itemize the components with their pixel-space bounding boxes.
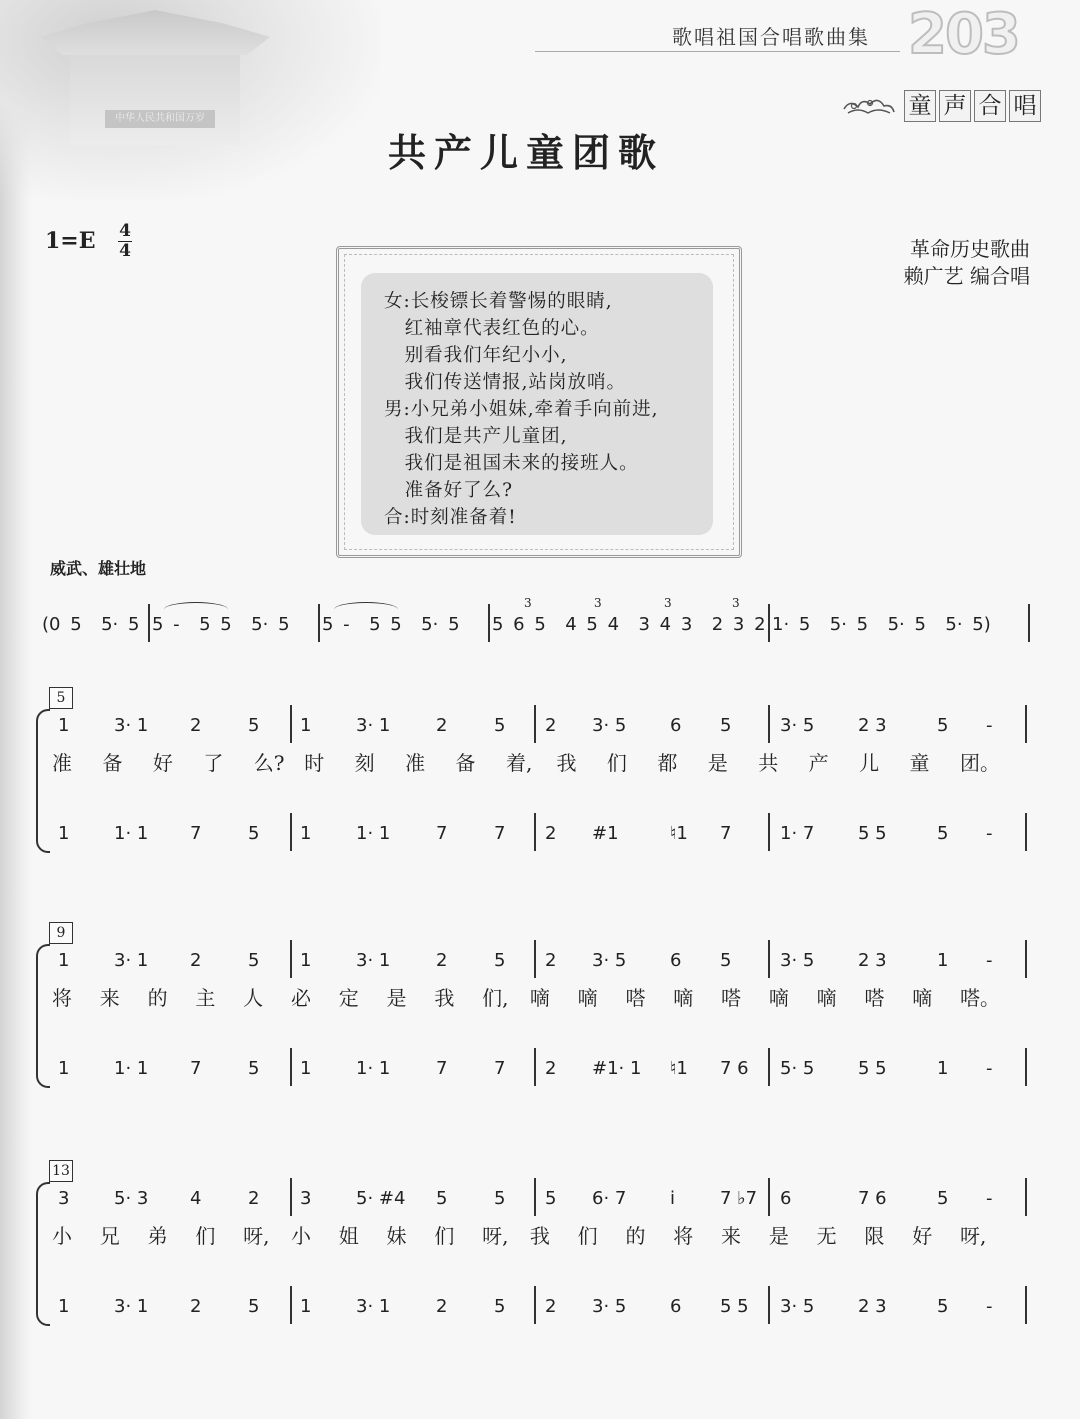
category-char: 声 [939,90,971,122]
lyric-syllable: 都 [657,751,678,775]
measure-number: 9 [49,922,73,944]
lower-voice-note: #1 [592,823,619,844]
upper-voice-note: 2 [190,950,202,971]
upper-voice-note: 6· 7 [592,1188,627,1209]
lyric-syllable: 准 [52,751,72,775]
lyric-syllable: 备 [455,751,476,775]
barline [768,705,770,743]
cloud-ornament-icon [840,93,898,119]
intro-notes: (0 5 5· 5 [42,614,140,635]
lyric-syllable: 们 [606,751,627,775]
lower-voice-note: 1 [58,1296,70,1317]
lower-voice-note: 5 [937,823,949,844]
barline [768,1048,770,1086]
lower-voice-note: 7 6 [720,1058,749,1079]
barline [1025,1286,1027,1324]
barline [290,1178,292,1216]
barline [1025,705,1027,743]
upper-voice-note: 6 [780,1188,792,1209]
lyric-syllable: 刻 [354,751,375,775]
triplet-mark: 3 [664,596,672,610]
lyric-syllable: 们 [434,1224,455,1248]
gate-roof [40,10,270,55]
system-brace [36,709,50,853]
upper-voice-note: - [986,950,993,971]
upper-voice-note: 5 [720,715,732,736]
upper-voice-note: 3· 5 [592,715,627,736]
barline [290,1286,292,1324]
upper-voice-note: 5· #4 [356,1188,406,1209]
lyric-syllable: 嘀 [816,986,837,1010]
upper-voice-note: 2 [436,715,448,736]
lower-voice-note: - [986,823,993,844]
lyric-syllable: 兄 [99,1224,120,1248]
gate-body [70,55,240,145]
lower-voice-note: 5· 5 [780,1058,815,1079]
lower-voice-note: 5 [248,823,260,844]
lyric-syllable: 么? [253,751,285,775]
lower-voice-note: 1 [58,823,70,844]
lyric-syllable: 是 [707,751,728,775]
barline [768,940,770,978]
barline [534,705,536,743]
upper-voice-note: 2 [545,950,557,971]
barline [768,1286,770,1324]
barline [148,604,150,642]
lower-voice-note: #1· 1 [592,1058,642,1079]
lyric-syllable: 来 [99,986,120,1010]
upper-voice-note: 3· 1 [356,715,391,736]
upper-voice-note: 3· 1 [114,715,149,736]
lyric-syllable: 小 [52,1224,72,1248]
lower-voice-note: 7 [720,823,732,844]
lyric-text-box [336,246,742,558]
book-spine-shadow [0,0,32,1419]
upper-voice-note: 5 [494,715,506,736]
intro-notes: 1· 5 5· 5 5· 5 5· 5) [772,614,991,635]
tempo-marking: 威武、雄壮地 [50,559,147,578]
upper-voice-note: 6 [670,950,682,971]
lower-voice-note: 5 5 [858,1058,887,1079]
triplet-mark: 3 [524,596,532,610]
system-brace [36,944,50,1088]
lower-voice-note: 5 [248,1058,260,1079]
upper-voice-note: 5 [937,715,949,736]
upper-voice-note: 2 3 [858,715,887,736]
lower-voice-note: 5 [248,1296,260,1317]
lower-voice-note: 5 [494,1296,506,1317]
lyric-syllable: 小 [290,1224,311,1248]
lower-voice-note: 1 [937,1058,949,1079]
tiananmen-illustration [0,0,380,200]
lyric-box-line: 女:长梭镖长着警惕的眼睛, [384,291,613,312]
triplet-mark: 3 [732,596,740,610]
lower-voice-note: ♮1 [670,823,688,844]
upper-voice-note: 5 [248,950,260,971]
lyric-box-line: 准备好了么? [384,480,514,501]
upper-voice-note: 6 [670,715,682,736]
measure-number: 5 [49,687,73,709]
lyric-syllable: 是 [768,1224,789,1248]
lyric-syllable: 我 [529,1224,550,1248]
barline [768,604,770,642]
lower-voice-note: 2 [545,1296,557,1317]
barline [1028,604,1030,642]
barline [768,813,770,851]
lyric-syllable: 呀, [960,1224,987,1248]
upper-voice-note: 3· 5 [780,715,815,736]
upper-voice-note: 5 [494,1188,506,1209]
slur [164,602,228,617]
category-char: 合 [974,90,1006,122]
lyric-syllable: 们 [195,1224,216,1248]
upper-voice-note: 2 [248,1188,260,1209]
lower-voice-note: 1· 1 [114,823,149,844]
lyric-box-line: 合:时刻准备着! [384,507,517,528]
attribution-genre: 革命历史歌曲 [910,237,1030,261]
lyric-syllable: 来 [721,1224,742,1248]
lower-voice-note: 5 5 [858,823,887,844]
lower-voice-note: 1· 7 [780,823,815,844]
lyric-box-line: 我们是祖国未来的接班人。 [384,453,639,474]
upper-voice-note: 5 [937,1188,949,1209]
triplet-mark: 3 [594,596,602,610]
header-rule [535,51,900,52]
lyric-syllable: 儿 [859,751,880,775]
collection-title: 歌唱祖国合唱歌曲集 [672,25,870,49]
lyric-syllable: 准 [405,751,426,775]
lower-voice-note: 5 [937,1296,949,1317]
lyric-syllable: 将 [52,986,72,1010]
barline [290,940,292,978]
lower-voice-note: 1· 1 [356,823,391,844]
lower-voice-note: 7 [494,823,506,844]
intro-notes: 5 - 5 5 5· 5 [152,614,290,635]
lower-voice-note: 1· 1 [356,1058,391,1079]
lyric-syllable: 好 [152,751,173,775]
lower-voice-note: 7 [436,1058,448,1079]
barline [534,1286,536,1324]
upper-voice-note: 1 [58,715,70,736]
song-title: 共产儿童团歌 [388,130,665,175]
lyric-syllable: 嘀 [768,986,789,1010]
lower-voice-note: 3· 1 [356,1296,391,1317]
lyric-syllable: 备 [102,751,123,775]
upper-voice-note: 4 [190,1188,202,1209]
lyric-syllable: 产 [808,751,829,775]
upper-voice-note: i [670,1188,676,1209]
barline [290,813,292,851]
lyric-syllable: 呀, [243,1224,270,1248]
lower-voice-note: 3· 1 [114,1296,149,1317]
upper-voice-note: 3· 5 [780,950,815,971]
barline [290,1048,292,1086]
upper-voice-note: 3· 1 [356,950,391,971]
upper-voice-note: 1 [937,950,949,971]
attribution-arranger: 赖广艺 编合唱 [903,264,1030,288]
lower-voice-note: 7 [190,823,202,844]
barline [534,1178,536,1216]
category-char: 童 [904,90,936,122]
upper-voice-note: - [986,715,993,736]
time-signature-top: 4 [119,221,131,241]
intro-notes: 5 6 5 4 5 4 3 4 3 2 3 2 [492,614,766,635]
lyric-box-line: 我们是共产儿童团, [384,426,568,447]
lyric-syllable: 姐 [338,1224,359,1248]
lower-voice-note: 1· 1 [114,1058,149,1079]
lyric-syllable: 是 [386,986,407,1010]
upper-voice-note: 2 [190,715,202,736]
lower-voice-note: 2 3 [858,1296,887,1317]
lower-voice-note: - [986,1058,993,1079]
category-label [840,90,1044,122]
lyric-syllable: 时 [304,751,325,775]
barline [488,604,490,642]
lower-voice-note: - [986,1296,993,1317]
key-signature: 1=E [45,228,96,254]
lyric-syllable: 的 [625,1224,646,1248]
lower-voice-note: 1 [300,1296,312,1317]
lyric-box-line: 红袖章代表红色的心。 [384,318,600,339]
lyric-box-line: 我们传送情报,站岗放哨。 [384,372,627,393]
lower-voice-note: 2 [545,823,557,844]
upper-voice-note: - [986,1188,993,1209]
barline [534,813,536,851]
lyric-syllable: 嗒。 [960,986,1000,1010]
lower-voice-note: 1 [58,1058,70,1079]
lower-voice-note: 1 [300,823,312,844]
lyric-syllable: 嘀 [529,986,550,1010]
upper-voice-note: 5 [545,1188,557,1209]
lyric-syllable: 的 [147,986,168,1010]
category-char: 唱 [1009,90,1041,122]
upper-voice-note: 5 [494,950,506,971]
lyric-syllable: 定 [338,986,359,1010]
time-signature [118,222,132,261]
attribution [904,236,1030,290]
lyric-syllable: 我 [434,986,455,1010]
lower-voice-note: 3· 5 [780,1296,815,1317]
lyric-syllable: 童 [909,751,930,775]
lyric-syllable: 呀, [482,1224,509,1248]
lower-voice-note: 5 5 [720,1296,749,1317]
lyric-syllable: 嘀 [673,986,694,1010]
gate-plaque: 中华人民共和国万岁 [105,110,215,128]
lyric-syllable: 嘀 [912,986,933,1010]
upper-voice-note: 7 ♭7 [720,1188,758,1209]
lyric-syllable: 妹 [386,1224,407,1248]
upper-voice-note: 5 [248,715,260,736]
system-brace [36,1182,50,1326]
barline [534,1048,536,1086]
lyric-syllable: 嗒 [721,986,742,1010]
lyric-syllable: 们, [482,986,509,1010]
lyric-syllable: 了 [203,751,224,775]
lyric-syllable: 必 [290,986,311,1010]
upper-voice-note: 1 [300,715,312,736]
upper-voice-note: 2 3 [858,950,887,971]
lyric-syllable: 嗒 [625,986,646,1010]
upper-voice-note: 5 [720,950,732,971]
lyric-syllable: 们 [577,1224,598,1248]
lyric-syllable: 着, [506,751,533,775]
barline [534,940,536,978]
lyric-syllable: 嗒 [864,986,885,1010]
lower-voice-note: 7 [436,823,448,844]
lower-voice-note: 7 [190,1058,202,1079]
barline [318,604,320,642]
intro-notes: 5 - 5 5 5· 5 [322,614,460,635]
lower-voice-note: 7 [494,1058,506,1079]
lower-voice-note: 2 [545,1058,557,1079]
upper-voice-note: 3 [300,1188,312,1209]
barline [768,1178,770,1216]
lyric-box-line: 男:小兄弟小姐妹,牵着手向前进, [384,399,659,420]
lower-voice-note: 2 [436,1296,448,1317]
measure-number: 13 [49,1160,73,1182]
upper-voice-note: 7 6 [858,1188,887,1209]
lyric-syllable: 限 [864,1224,885,1248]
barline [1025,940,1027,978]
lyric-syllable: 好 [912,1224,933,1248]
barline [290,705,292,743]
lyric-syllable: 团。 [960,751,1000,775]
lyric-syllable: 主 [195,986,216,1010]
upper-voice-note: 2 [436,950,448,971]
lyric-syllable: 人 [243,986,264,1010]
upper-voice-note: 1 [58,950,70,971]
lyric-syllable: 我 [556,751,577,775]
upper-voice-note: 5 [436,1188,448,1209]
slur [334,602,398,617]
page-number: 203 [908,2,1019,67]
upper-voice-note: 3· 1 [114,950,149,971]
lyric-syllable: 无 [816,1224,837,1248]
upper-voice-note: 3 [58,1188,70,1209]
upper-voice-note: 2 [545,715,557,736]
lyric-syllable: 共 [758,751,779,775]
time-signature-bottom: 4 [119,241,131,261]
upper-voice-note: 3· 5 [592,950,627,971]
lyric-syllable: 嘀 [577,986,598,1010]
lower-voice-note: 1 [300,1058,312,1079]
lower-voice-note: 2 [190,1296,202,1317]
lyric-box-line: 别看我们年纪小小, [384,345,568,366]
upper-voice-note: 1 [300,950,312,971]
barline [1025,1048,1027,1086]
upper-voice-note: 5· 3 [114,1188,149,1209]
lyric-syllable: 将 [673,1224,694,1248]
barline [1025,1178,1027,1216]
lower-voice-note: ♮1 [670,1058,688,1079]
lyric-syllable: 弟 [147,1224,168,1248]
lower-voice-note: 3· 5 [592,1296,627,1317]
barline [1025,813,1027,851]
lower-voice-note: 6 [670,1296,682,1317]
